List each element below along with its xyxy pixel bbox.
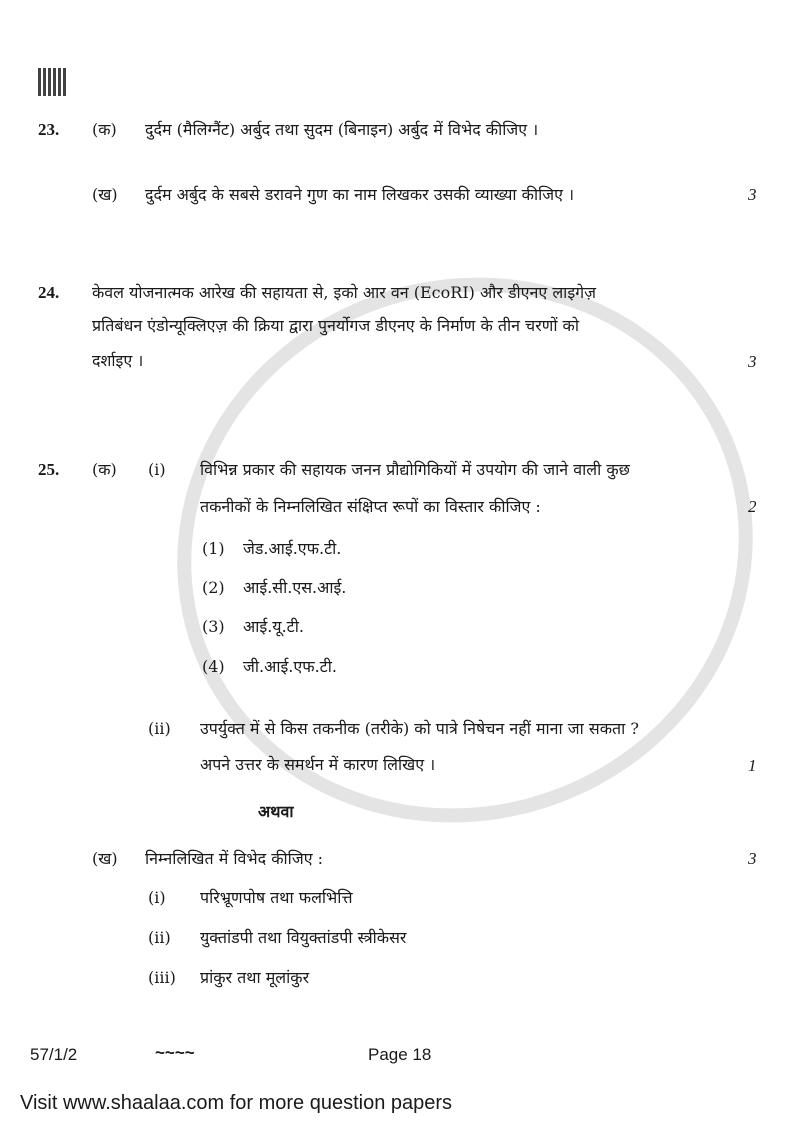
marks: 3 <box>748 185 757 204</box>
question-number: 25. <box>38 460 60 479</box>
item-label: (1) <box>202 539 225 558</box>
item-label: (2) <box>202 578 225 597</box>
marks: 1 <box>748 756 757 775</box>
marks: 2 <box>748 497 757 516</box>
marks: 3 <box>748 849 757 868</box>
question-text: प्रतिबंधन एंडोन्यूक्लिएज़ की क्रिया द्वारा पुनर्योगज डीएनए के निर्माण के तीन चरणों को <box>92 316 579 335</box>
part-label: (क) <box>92 460 117 479</box>
question-number: 24. <box>38 283 60 302</box>
paper-code: 57/1/2 <box>30 1045 78 1064</box>
item-label: (3) <box>202 617 225 636</box>
item-text: जेड.आई.एफ.टी. <box>243 539 342 558</box>
or-separator: अथवा <box>258 802 294 821</box>
subpart-label: (ii) <box>148 928 171 947</box>
part-label: (ख) <box>92 849 118 868</box>
subpart-label: (ii) <box>148 719 171 738</box>
part-label: (ख) <box>92 185 118 204</box>
question-text: विभिन्न प्रकार की सहायक जनन प्रौद्योगिकियों में उपयोग की जाने वाली कुछ <box>200 460 630 479</box>
ornament: ~~~~ <box>155 1043 195 1062</box>
question-text: दर्शाइए । <box>92 351 144 370</box>
item-text: प्रांकुर तथा मूलांकुर <box>200 968 310 987</box>
question-text: तकनीकों के निम्नलिखित संक्षिप्त रूपों का विस्तार कीजिए : <box>200 497 541 516</box>
subpart-label: (i) <box>148 460 166 479</box>
question-text: उपर्युक्त में से किस तकनीक (तरीके) को पात्रे निषेचन नहीं माना जा सकता ? <box>200 719 639 738</box>
marks: 3 <box>748 352 757 371</box>
question-number: 23. <box>38 120 60 139</box>
item-text: आई.सी.एस.आई. <box>243 578 347 597</box>
item-text: जी.आई.एफ.टी. <box>243 657 337 676</box>
question-text: दुर्दम अर्बुद के सबसे डरावने गुण का नाम लिखकर उसकी व्याख्या कीजिए । <box>145 185 575 204</box>
question-text: निम्नलिखित में विभेद कीजिए : <box>145 849 324 868</box>
question-text: केवल योजनात्मक आरेख की सहायता से, इको आर वन (EcoRI) और डीएनए लाइगेज़ <box>92 283 597 302</box>
question-text: अपने उत्तर के समर्थन में कारण लिखिए । <box>200 755 436 774</box>
qr-code-icon <box>38 68 66 96</box>
item-text: युक्तांडपी तथा वियुक्तांडपी स्त्रीकेसर <box>200 928 407 947</box>
question-text: दुर्दम (मैलिग्नैंट) अर्बुद तथा सुदम (बिनाइन) अर्बुद में विभेद कीजिए । <box>145 120 539 139</box>
part-label: (क) <box>92 120 117 139</box>
subpart-label: (iii) <box>148 968 176 987</box>
item-label: (4) <box>202 657 225 676</box>
visit-link[interactable]: Visit www.shaalaa.com for more question papers <box>20 1092 453 1114</box>
item-text: आई.यू.टी. <box>243 617 304 636</box>
page-number: Page 18 <box>368 1045 432 1064</box>
item-text: परिभ्रूणपोष तथा फलभित्ति <box>200 888 353 907</box>
subpart-label: (i) <box>148 888 166 907</box>
